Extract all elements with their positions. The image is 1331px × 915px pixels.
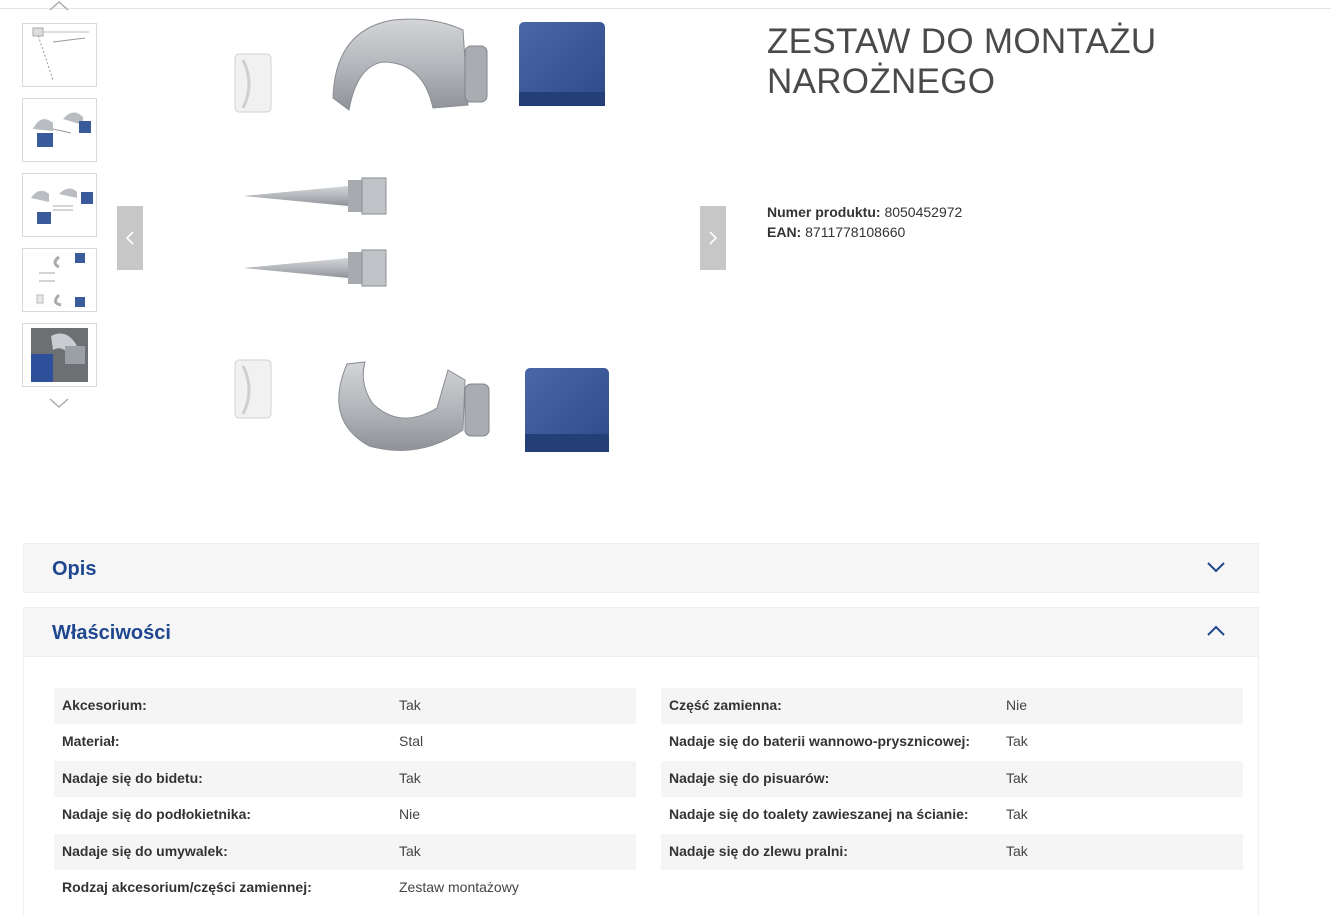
property-value: Zestaw montażowy xyxy=(399,878,519,895)
property-label: Nadaje się do baterii wannowo-prysznicowej: xyxy=(669,733,971,750)
property-label: Nadaje się do bidetu: xyxy=(62,769,203,786)
thumbnail-list xyxy=(22,23,97,398)
product-number-value: 8050452972 xyxy=(884,204,963,220)
properties-right-column xyxy=(661,688,1243,870)
property-label: Akcesorium: xyxy=(62,697,147,713)
thumbnail-1[interactable] xyxy=(22,23,97,87)
property-value: Stal xyxy=(399,733,424,750)
accordion-opis[interactable] xyxy=(23,543,1259,593)
property-label: Nadaje się do pisuarów: xyxy=(669,769,830,786)
chevron-right-icon xyxy=(708,230,718,246)
property-value: Tak xyxy=(1006,733,1028,750)
property-value: Tak xyxy=(1006,769,1028,786)
chevron-down-icon[interactable] xyxy=(48,396,70,410)
property-row xyxy=(54,761,636,797)
property-label: Część zamienna: xyxy=(669,697,782,713)
product-title: ZESTAW DO MONTAŻU NAROŻNEGO xyxy=(767,22,1157,101)
property-row xyxy=(54,724,636,760)
property-value: Tak xyxy=(399,842,421,859)
product-number xyxy=(767,202,962,222)
chevron-left-icon xyxy=(125,230,135,246)
property-row xyxy=(54,870,636,906)
product-identifiers xyxy=(767,202,962,242)
property-row xyxy=(54,834,636,870)
chevron-up-icon[interactable] xyxy=(48,0,70,12)
ean-value: 8711778108660 xyxy=(805,224,906,240)
properties-left-column xyxy=(54,688,636,906)
accordion-opis-title: Opis xyxy=(52,558,97,580)
property-label: Nadaje się do podłokietnika: xyxy=(62,806,252,823)
property-value: Tak xyxy=(1006,806,1028,823)
thumbnail-2[interactable] xyxy=(22,98,97,162)
property-value: Nie xyxy=(1006,697,1028,713)
chevron-down-icon xyxy=(1206,560,1226,574)
property-value: Tak xyxy=(399,697,421,713)
property-value: Nie xyxy=(399,806,421,823)
property-row xyxy=(661,724,1243,760)
property-row xyxy=(54,797,636,833)
property-label: Nadaje się do toalety zawieszanej na ścianie: xyxy=(669,806,969,823)
property-value: Tak xyxy=(399,769,421,786)
property-label: Rodzaj akcesorium/części zamiennej: xyxy=(62,878,312,895)
product-ean xyxy=(767,222,962,242)
property-row xyxy=(54,688,636,724)
property-label: Materiał: xyxy=(62,733,120,750)
thumbnail-4[interactable] xyxy=(22,248,97,312)
chevron-up-icon xyxy=(1206,624,1226,638)
property-label: Nadaje się do umywalek: xyxy=(62,842,228,859)
ean-label: EAN: xyxy=(767,224,802,240)
product-number-label: Numer produktu: xyxy=(767,204,881,220)
property-row xyxy=(661,834,1243,870)
thumbnail-3[interactable] xyxy=(22,173,97,237)
property-label: Nadaje się do zlewu pralni: xyxy=(669,842,848,859)
gallery-prev-button[interactable] xyxy=(117,206,143,270)
accordion-wlasciwosci-title: Właściwości xyxy=(52,622,171,644)
property-row xyxy=(661,688,1243,724)
thumbnail-5[interactable] xyxy=(22,323,97,387)
main-product-image xyxy=(143,0,700,480)
property-value: Tak xyxy=(1006,842,1028,859)
gallery-next-button[interactable] xyxy=(700,206,726,270)
accordion-wlasciwosci[interactable] xyxy=(23,607,1259,657)
property-row xyxy=(661,761,1243,797)
property-row xyxy=(661,797,1243,833)
